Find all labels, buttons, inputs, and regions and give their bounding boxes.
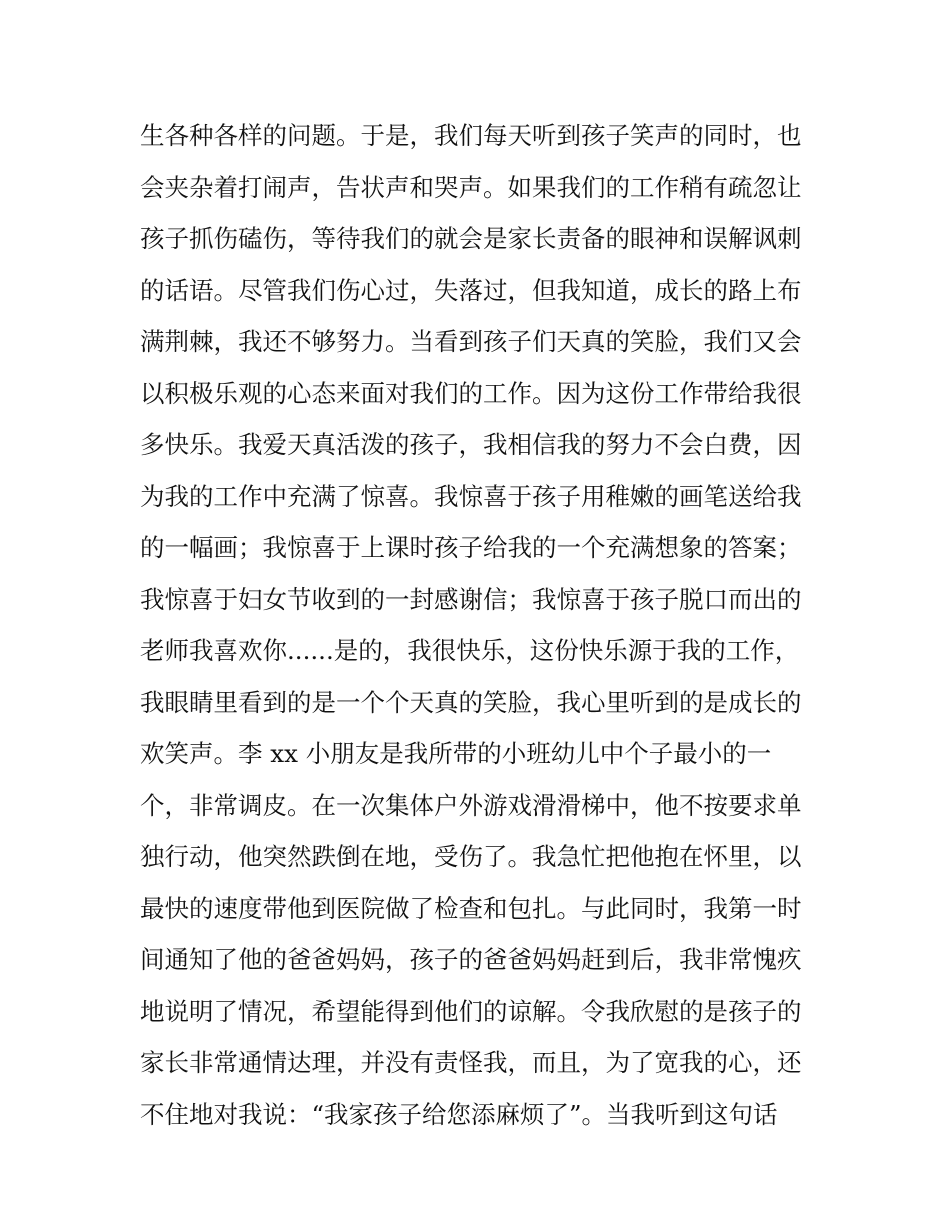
text-line: 个，非常调皮。在一次集体户外游戏滑滑梯中，他不按要求单 [140, 790, 802, 820]
text-line: 为我的工作中充满了惊喜。我惊喜于孩子用稚嫩的画笔送给我 [140, 481, 802, 511]
text-line: 生各种各样的问题。于是，我们每天听到孩子笑声的同时，也 [140, 121, 802, 150]
text-line: 我惊喜于妇女节收到的一封感谢信；我惊喜于孩子脱口而出的 [140, 584, 802, 614]
text-line: 满荆棘，我还不够努力。当看到孩子们天真的笑脸，我们又会 [140, 327, 802, 356]
text-line: 最快的速度带他到医院做了检查和包扎。与此同时，我第一时 [140, 893, 802, 923]
text-line: 独行动，他突然跌倒在地，受伤了。我急忙把他抱在怀里，以 [140, 842, 802, 871]
text-line: 家长非常通情达理，并没有责怪我，而且，为了宽我的心，还 [140, 1048, 802, 1077]
text-line: 以积极乐观的心态来面对我们的工作。因为这份工作带给我很 [140, 378, 802, 408]
text-line: 的话语。尽管我们伤心过，失落过，但我知道，成长的路上布 [140, 275, 802, 305]
text-line: 多快乐。我爱天真活泼的孩子，我相信我的努力不会白费，因 [140, 430, 802, 459]
text-line: 我眼睛里看到的是一个个天真的笑脸，我心里听到的是成长的 [140, 687, 802, 717]
text-line: 欢笑声。李 xx 小朋友是我所带的小班幼儿中个子最小的一 [140, 739, 772, 768]
text-line: 孩子抓伤磕伤，等待我们的就会是家长责备的眼神和误解讽刺 [140, 224, 802, 253]
text-line: 不住地对我说：“我家孩子给您添麻烦了”。当我听到这句话 [140, 1099, 778, 1129]
text-line: 会夹杂着打闹声，告状声和哭声。如果我们的工作稍有疏忽让 [140, 172, 802, 202]
text-line: 间通知了他的爸爸妈妈，孩子的爸爸妈妈赶到后，我非常愧疚 [140, 945, 802, 974]
text-line: 的一幅画；我惊喜于上课时孩子给我的一个充满想象的答案； [140, 533, 802, 562]
text-line: 老师我喜欢你......是的，我很快乐，这份快乐源于我的工作， [140, 636, 800, 665]
text-line: 地说明了情况，希望能得到他们的谅解。令我欣慰的是孩子的 [140, 996, 802, 1026]
body-text [140, 110, 820, 1140]
